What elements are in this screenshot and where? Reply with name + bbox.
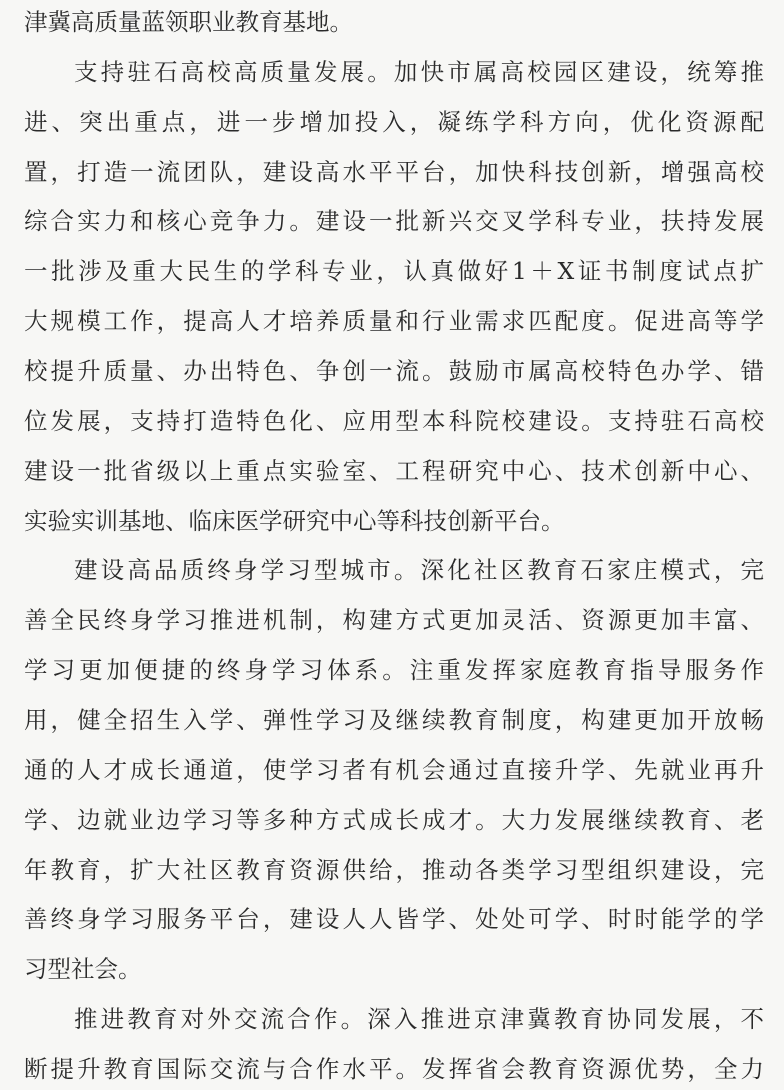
- text-line: 学习更加便捷的终身学习体系。注重发挥家庭教育指导服务作: [24, 656, 764, 685]
- text-line: 善全民终身学习推进机制，构建方式更加灵活、资源更加丰富、: [24, 606, 764, 635]
- text-line: 用，健全招生入学、弹性学习及继续教育制度，构建更加开放畅: [24, 706, 764, 734]
- text-line: 大规模工作，提高人才培养质量和行业需求匹配度。促进高等学: [24, 307, 764, 336]
- text-line: 一批涉及重大民生的学科专业，认真做好1＋X证书制度试点扩: [24, 257, 764, 286]
- paragraph-start-line: 支持驻石高校高质量发展。加快市属高校园区建设，统筹推: [74, 57, 764, 86]
- text-line: 置，打造一流团队，建设高水平平台，加快科技创新，增强高校: [24, 157, 764, 186]
- text-line: 进、突出重点，进一步增加投入，凝练学科方向，优化资源配: [24, 107, 764, 136]
- paragraph-start-line: 建设高品质终身学习型城市。深化社区教育石家庄模式，完: [74, 556, 764, 585]
- text-line: 断提升教育国际交流与合作水平。发挥省会教育资源优势，全力: [24, 1055, 764, 1083]
- text-line: 校提升质量、办出特色、争创一流。鼓励市属高校特色办学、错: [24, 357, 764, 385]
- text-line: 综合实力和核心竞争力。建设一批新兴交叉学科专业，扶持发展: [24, 207, 764, 236]
- text-line: 年教育，扩大社区教育资源供给，推动各类学习型组织建设，完: [24, 855, 764, 884]
- text-line: 习型社会。: [24, 955, 142, 984]
- text-line: 建设一批省级以上重点实验室、工程研究中心、技术创新中心、: [24, 456, 764, 485]
- text-line: 通的人才成长通道，使学习者有机会通过直接升学、先就业再升: [24, 755, 764, 784]
- text-line: 学、边就业边学习等多种方式成长成才。大力发展继续教育、老: [24, 805, 764, 834]
- text-line: 位发展，支持打造特色化、应用型本科院校建设。支持驻石高校: [24, 406, 764, 435]
- text-line: 实验实训基地、临床医学研究中心等科技创新平台。: [24, 506, 565, 535]
- text-line: 善终身学习服务平台，建设人人皆学、处处可学、时时能学的学: [24, 905, 764, 934]
- paragraph-start-line: 推进教育对外交流合作。深入推进京津冀教育协同发展，不: [74, 1005, 764, 1034]
- text-line: 津冀高质量蓝领职业教育基地。: [24, 8, 353, 36]
